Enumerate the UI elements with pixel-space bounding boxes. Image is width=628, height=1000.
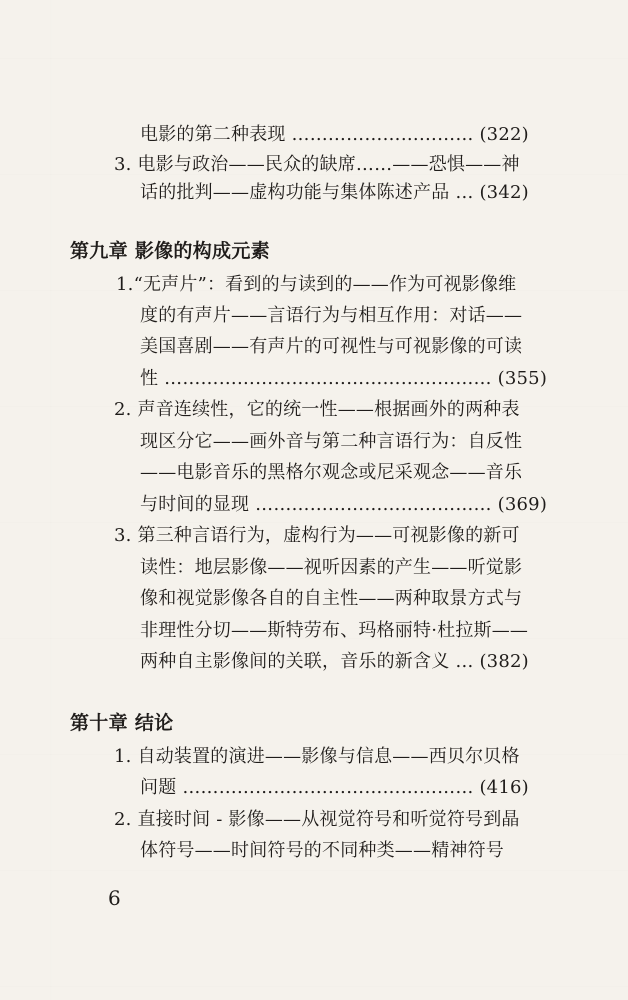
toc-line-10: ——电影音乐的黑格尔观念或尼采观念——音乐 xyxy=(140,462,523,483)
toc-line-15: 非理性分切——斯特劳布、玛格丽特·杜拉斯—— xyxy=(140,620,529,641)
toc-line-17: 1. 自动装置的演进——影像与信息——西贝尔贝格 xyxy=(114,746,520,767)
toc-line-14: 像和视觉影像各自的自主性——两种取景方式与 xyxy=(140,588,523,609)
toc-line-1: 电影的第二种表现 ………………………… (322) xyxy=(140,124,529,145)
toc-line-9: 现区分它——画外音与第二种言语行为：自反性 xyxy=(140,431,523,452)
toc-line-2: 3. 电影与政治——民众的缺席……——恐惧——神 xyxy=(114,154,520,175)
toc-line-11: 与时间的显现 ………………………………… (369) xyxy=(140,494,548,515)
toc-line-16: 两种自主影像间的关联，音乐的新含义 … (382) xyxy=(140,651,529,672)
page-number: 6 xyxy=(108,886,121,910)
toc-line-19: 2. 直接时间 - 影像——从视觉符号和听觉符号到晶 xyxy=(114,809,520,830)
toc-line-18: 问题 ………………………………………… (416) xyxy=(140,777,529,798)
chapter-heading-9: 第九章 影像的构成元素 xyxy=(70,240,270,262)
toc-line-4: 1.“无声片”：看到的与读到的——作为可视影像维 xyxy=(116,274,517,295)
toc-line-6: 美国喜剧——有声片的可视性与可视影像的可读 xyxy=(140,336,523,357)
toc-line-7: 性 ……………………………………………… (355) xyxy=(140,368,548,389)
toc-line-8: 2. 声音连续性，它的统一性——根据画外的两种表 xyxy=(114,399,520,420)
toc-line-20: 体符号——时间符号的不同种类——精神符号 xyxy=(140,840,504,861)
toc-line-13: 读性：地层影像——视听因素的产生——听觉影 xyxy=(140,557,523,578)
toc-line-3: 话的批判——虚构功能与集体陈述产品 … (342) xyxy=(140,182,529,203)
toc-line-12: 3. 第三种言语行为，虚构行为——可视影像的新可 xyxy=(114,525,520,546)
toc-line-5: 度的有声片——言语行为与相互作用：对话—— xyxy=(140,305,523,326)
chapter-heading-10: 第十章 结论 xyxy=(70,712,174,734)
